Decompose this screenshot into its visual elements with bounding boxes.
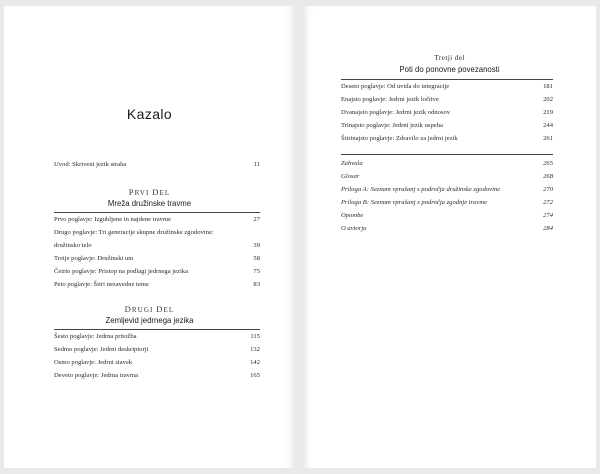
part-1-label: PRVI DEL <box>128 187 171 197</box>
part-1-title: Mreža družinske travme <box>107 199 192 208</box>
part-1-chapters <box>54 216 260 289</box>
toc-row[interactable]: O avtorju 284 <box>341 225 553 232</box>
toc-row[interactable]: družinsko telo 39 <box>54 242 260 249</box>
toc-row-intro[interactable] <box>54 161 260 169</box>
toc-row[interactable]: Zahvala 265 <box>341 160 553 167</box>
toc-row[interactable]: Osmo poglavje: Jedrni stavek 142 <box>54 359 260 366</box>
toc-row[interactable]: Dvanajsto poglavje: Jedrni jezik odnosov 219 <box>341 109 553 116</box>
toc-row[interactable]: Opombe 274 <box>341 212 553 219</box>
toc-row[interactable]: Glosar 268 <box>341 173 553 180</box>
toc-row[interactable]: Trinajsto poglavje: Jedrni jezik uspeha 244 <box>341 122 553 129</box>
part-1-divider <box>54 212 260 213</box>
part-3-divider <box>341 79 553 80</box>
toc-row[interactable]: Deseto poglavje: Od uvida do integracije 181 <box>341 83 553 90</box>
part-2-label: DRUGI DEL <box>124 304 175 314</box>
part-2-title: Zemljevid jedrnega jezika <box>105 316 194 325</box>
toc-row[interactable]: Prvo poglavje: Izgubljene in najdene travme 27 <box>54 216 260 223</box>
toc-row[interactable]: Štirinajsto poglavje: Zdravilo za jedrni jezik 261 <box>341 135 553 142</box>
part-3-chapters <box>341 83 553 143</box>
toc-row[interactable]: Drugo poglavje: Tri generacije skupne družinske zgodovine: <box>54 229 214 236</box>
toc-row[interactable]: Tretje poglavje: Družinski um 58 <box>54 255 260 262</box>
toc-row[interactable]: Priloga A: Seznam vprašanj s področja družinske zgodovine 270 <box>341 186 553 193</box>
part-2-chapters <box>54 333 260 380</box>
toc-row[interactable]: Sedmo poglavje: Jedrni deskriptorji 132 <box>54 346 260 353</box>
toc-row[interactable]: Priloga B: Seznam vprašanj s področja zgodnje travme 272 <box>341 199 553 206</box>
contents-title: Kazalo <box>126 106 173 122</box>
left-page <box>4 6 295 468</box>
toc-label: Uvod: Skriveni jezik straha <box>54 161 127 168</box>
part-2-divider <box>54 329 260 330</box>
toc-row[interactable]: Šesto poglavje: Jedrna pritožba 115 <box>54 333 260 340</box>
toc-row[interactable]: Peto poglavje: Štiri nezavedne teme 83 <box>54 281 260 288</box>
toc-row[interactable]: Deveto poglavje: Jedrna travma 165 <box>54 372 260 379</box>
right-page <box>303 6 596 468</box>
part-3-label: Tretji del <box>434 53 465 62</box>
toc-page: 11 <box>253 161 260 168</box>
toc-row[interactable]: Četrto poglavje: Pristop na podlagi jedrnega jezika 75 <box>54 268 260 275</box>
back-matter-list <box>341 160 553 233</box>
back-matter-divider <box>341 154 553 155</box>
toc-row[interactable]: Enajsto poglavje: Jedrni jezik ločitve 202 <box>341 96 553 103</box>
intro-list <box>54 161 260 169</box>
part-3-title: Poti do ponovne povezanosti <box>399 65 500 74</box>
